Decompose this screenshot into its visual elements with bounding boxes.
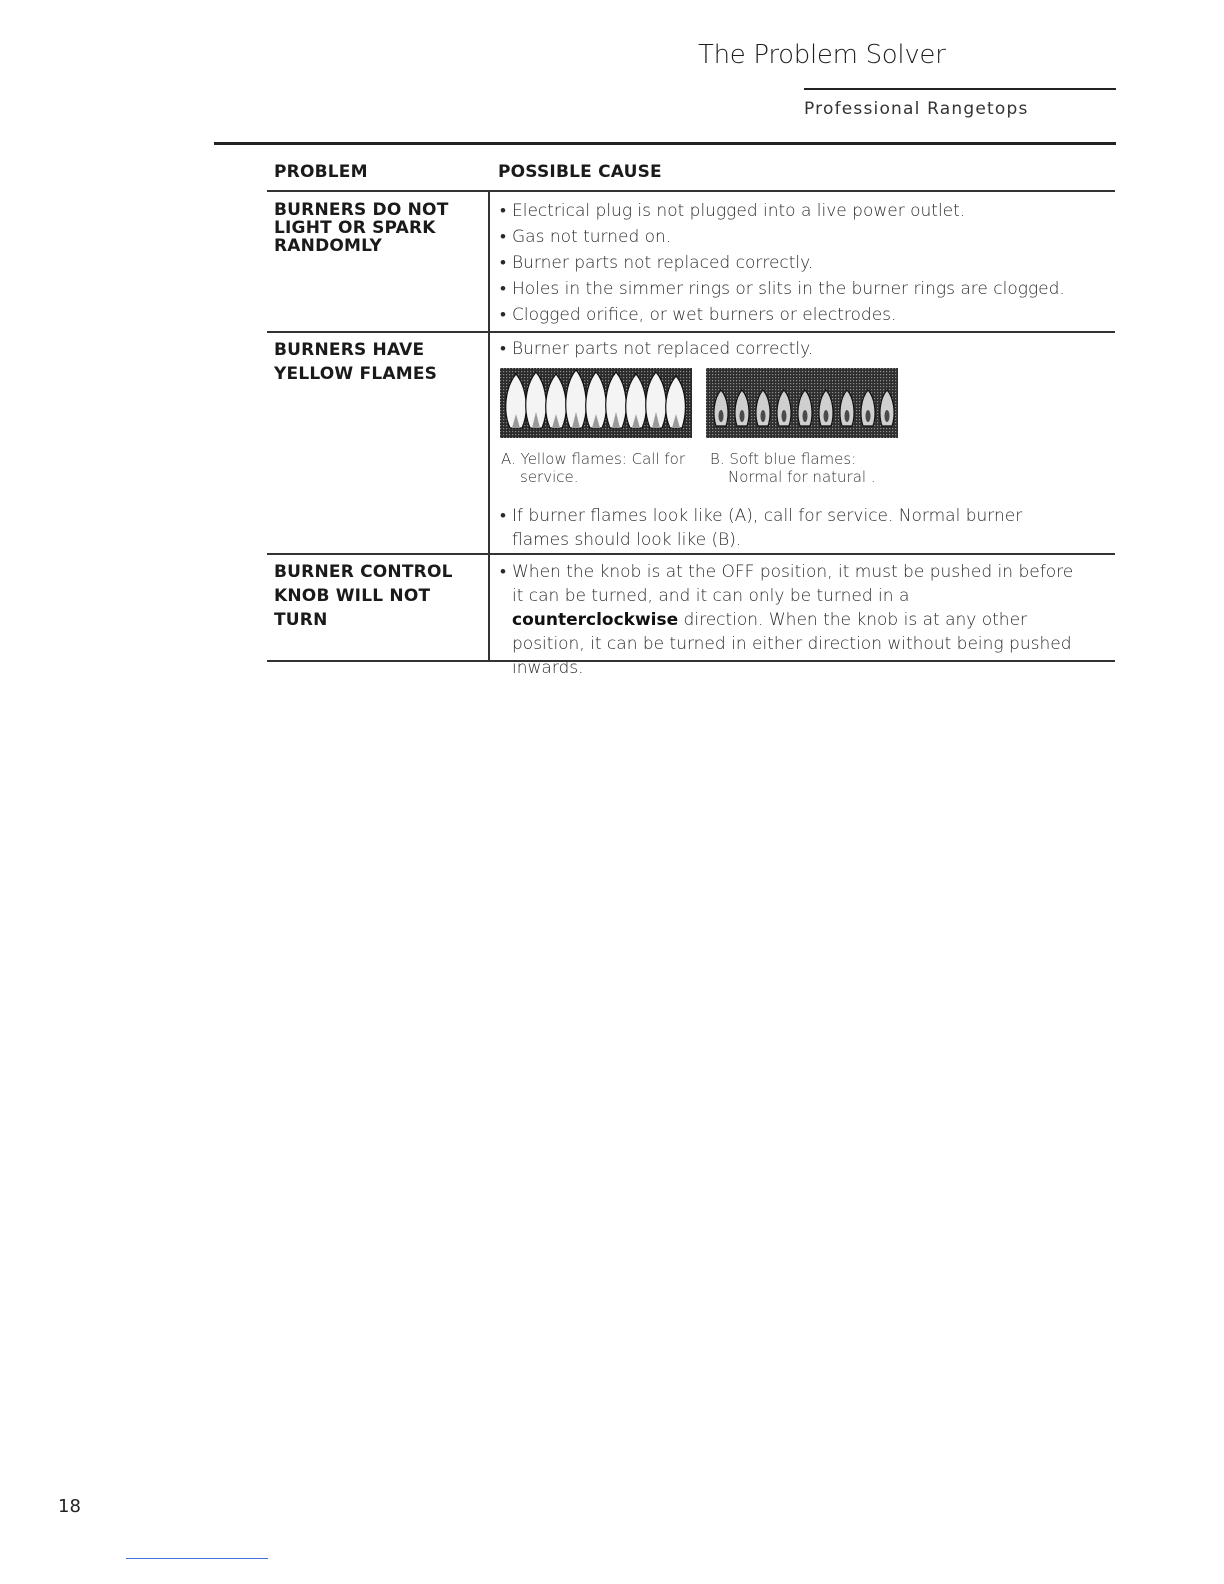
list-item: • Electrical plug is not plugged into a live power outlet.	[500, 198, 1100, 224]
caption-yellow-flames-line2: service.	[520, 468, 579, 486]
caption-soft-blue-flames: B. Soft blue flames:	[710, 450, 857, 468]
page-subtitle: Professional Rangetops	[804, 99, 1029, 119]
cause-list	[500, 198, 1100, 328]
problem-burners-do-not-light: BURNERS DO NOT LIGHT OR SPARK RANDOMLY	[274, 200, 449, 256]
soft-blue-flames-image	[706, 368, 898, 438]
yellow-flames-image	[500, 368, 692, 438]
row-divider	[267, 553, 1115, 555]
list-item: • When the knob is at the OFF position, it must be pushed in before it can be turned, and it can only be turned in a counterclockwise direction. When the knob is at any other position, it can be turned in either direction without being pushed inwards.	[500, 560, 1075, 680]
problem-knob-will-not-turn: BURNER CONTROL KNOB WILL NOT TURN	[274, 562, 453, 630]
caption-yellow-flames: A. Yellow flames: Call for	[501, 450, 685, 468]
list-item: • Gas not turned on.	[500, 224, 1100, 250]
caption-soft-blue-flames-line2: Normal for natural .	[728, 468, 876, 486]
cause-list	[500, 337, 1100, 361]
list-item: • Burner parts not replaced correctly.	[500, 337, 1100, 361]
header-rule	[214, 142, 1116, 145]
list-item: • Burner parts not replaced correctly.	[500, 250, 1100, 276]
footer-rule	[126, 1558, 268, 1559]
list-item: • Clogged orifice, or wet burners or electrodes.	[500, 302, 1100, 328]
row-divider	[267, 331, 1115, 333]
title-rule	[804, 88, 1116, 90]
list-item: • Holes in the simmer rings or slits in the burner rings are clogged.	[500, 276, 1100, 302]
list-item: • If burner flames look like (A), call for service. Normal burner flames should look like (B).	[500, 504, 1080, 552]
column-header-problem: PROBLEM	[274, 162, 368, 182]
page-title: The Problem Solver	[698, 40, 946, 70]
column-divider	[488, 192, 490, 662]
bold-term: counterclockwise	[512, 610, 679, 630]
problem-yellow-flames: BURNERS HAVE YELLOW FLAMES	[274, 340, 438, 384]
cause-list	[500, 560, 1075, 680]
page-number: 18	[58, 1496, 81, 1517]
cause-list	[500, 504, 1080, 552]
column-header-possible-cause: POSSIBLE CAUSE	[498, 162, 662, 182]
table-header-divider	[267, 190, 1115, 192]
